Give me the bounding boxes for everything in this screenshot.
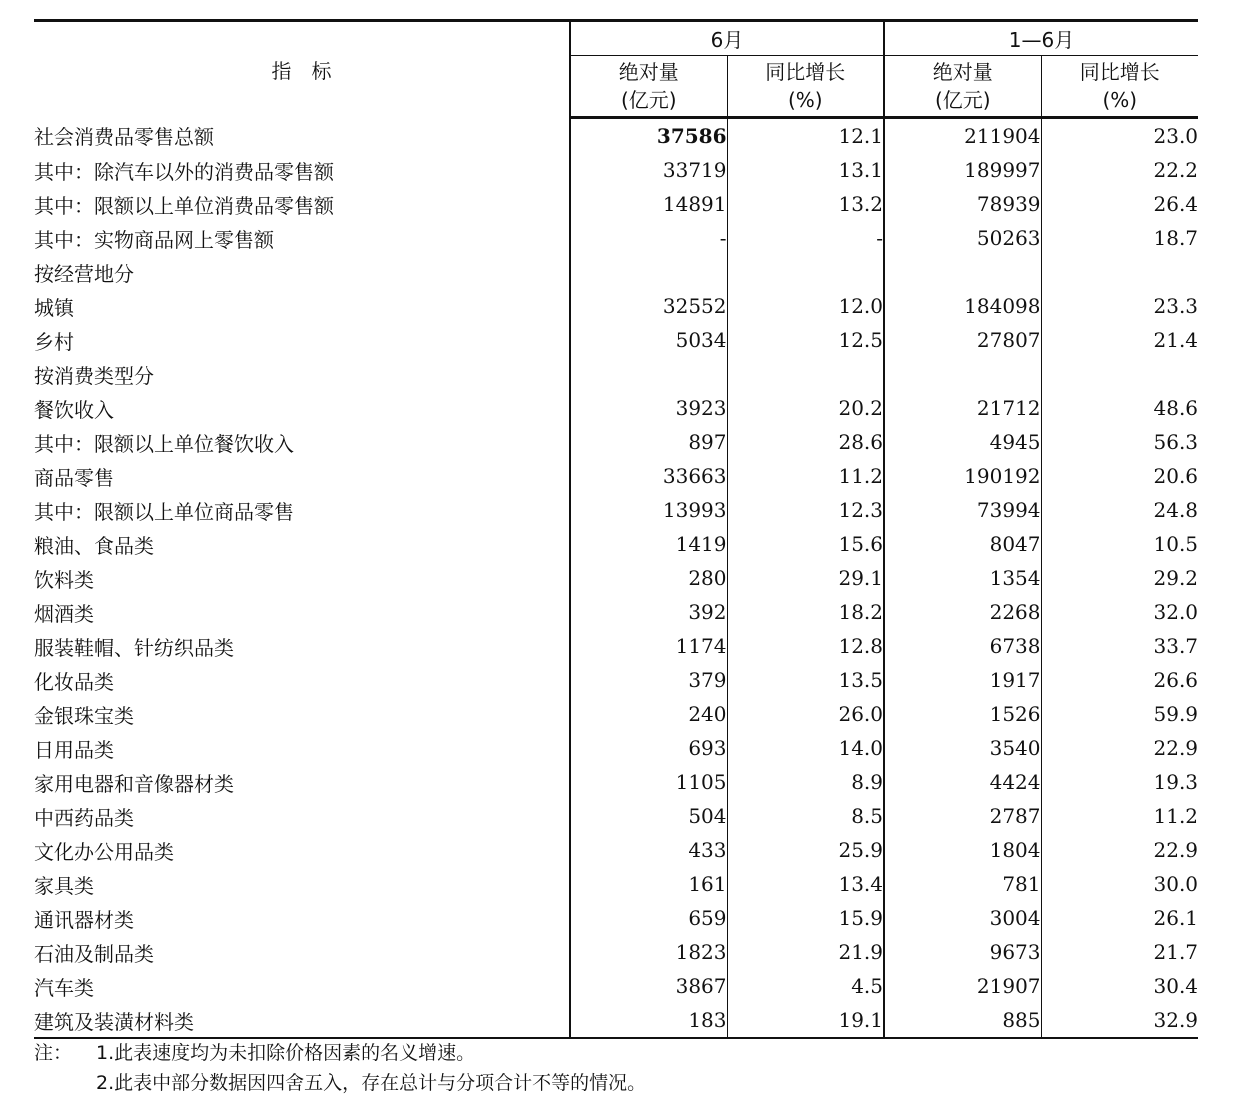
june-yoy-cell: 15.9 <box>727 901 884 935</box>
table-body <box>34 118 1198 1039</box>
june-absolute-cell: 693 <box>570 731 727 765</box>
ytd-yoy-cell: 30.0 <box>1041 867 1198 901</box>
table-row <box>34 833 1198 867</box>
row-indicator-label: 城镇 <box>34 295 74 320</box>
ytd-yoy-cell: 29.2 <box>1041 561 1198 595</box>
june-absolute-cell: 183 <box>570 1003 727 1038</box>
june-yoy-cell: 14.0 <box>727 731 884 765</box>
june-absolute-cell <box>570 255 727 289</box>
table-row <box>34 799 1198 833</box>
table-row <box>34 493 1198 527</box>
june-absolute-cell: 379 <box>570 663 727 697</box>
table-row <box>34 459 1198 493</box>
ytd-yoy-cell <box>1041 255 1198 289</box>
row-indicator-label: 石油及制品类 <box>34 941 154 966</box>
june-yoy-cell: 12.0 <box>727 289 884 323</box>
june-absolute-cell: 32552 <box>570 289 727 323</box>
table-row <box>34 118 1198 154</box>
row-indicator-label: 文化办公用品类 <box>34 839 174 864</box>
ytd-absolute-cell: 1804 <box>884 833 1041 867</box>
june-absolute-cell: 33663 <box>570 459 727 493</box>
row-indicator-label: 家用电器和音像器材类 <box>34 771 234 796</box>
row-indicator-label: 乡村 <box>34 329 74 354</box>
june-yoy-cell: 19.1 <box>727 1003 884 1038</box>
ytd-absolute-cell: 4424 <box>884 765 1041 799</box>
ytd-yoy-cell: 22.2 <box>1041 153 1198 187</box>
table-row <box>34 289 1198 323</box>
june-absolute-cell: 897 <box>570 425 727 459</box>
june-yoy-cell: 29.1 <box>727 561 884 595</box>
june-absolute-cell: 280 <box>570 561 727 595</box>
june-yoy-cell: 12.8 <box>727 629 884 663</box>
ytd-yoy-cell: 24.8 <box>1041 493 1198 527</box>
june-yoy-cell: 26.0 <box>727 697 884 731</box>
row-indicator-label: 饮料类 <box>34 567 94 592</box>
ytd-absolute-cell: 190192 <box>884 459 1041 493</box>
june-absolute-cell: 37586 <box>570 118 727 154</box>
ytd-yoy-cell: 21.7 <box>1041 935 1198 969</box>
note-item-1: 1.此表速度均为未扣除价格因素的名义增速。 <box>96 1042 476 1064</box>
ytd-yoy-cell: 26.6 <box>1041 663 1198 697</box>
table-row <box>34 187 1198 221</box>
table-row <box>34 731 1198 765</box>
june-yoy-header: 同比增长 (%) <box>727 56 884 118</box>
june-yoy-cell: 21.9 <box>727 935 884 969</box>
row-indicator-label: 其中：实物商品网上零售额 <box>34 227 274 252</box>
june-yoy-cell: 28.6 <box>727 425 884 459</box>
june-absolute-cell: 1105 <box>570 765 727 799</box>
ytd-yoy-cell: 10.5 <box>1041 527 1198 561</box>
table-row <box>34 357 1198 391</box>
table-row <box>34 221 1198 255</box>
ytd-absolute-cell <box>884 357 1041 391</box>
ytd-absolute-cell: 21712 <box>884 391 1041 425</box>
row-indicator-label: 中西药品类 <box>34 805 134 830</box>
table-row <box>34 901 1198 935</box>
ytd-yoy-cell: 11.2 <box>1041 799 1198 833</box>
row-indicator-label: 按消费类型分 <box>34 363 154 388</box>
note-item-2: 2.此表中部分数据因四舍五入，存在总计与分项合计不等的情况。 <box>96 1072 647 1094</box>
june-absolute-cell: 504 <box>570 799 727 833</box>
ytd-yoy-cell <box>1041 357 1198 391</box>
row-indicator-label: 服装鞋帽、针纺织品类 <box>34 635 234 660</box>
row-indicator-label: 建筑及装潢材料类 <box>34 1003 570 1038</box>
table-row <box>34 595 1198 629</box>
ytd-yoy-cell: 26.1 <box>1041 901 1198 935</box>
table-row <box>34 323 1198 357</box>
table-row <box>34 629 1198 663</box>
ytd-absolute-cell: 50263 <box>884 221 1041 255</box>
note-label: 注： <box>34 1042 73 1064</box>
row-indicator-label: 金银珠宝类 <box>34 703 134 728</box>
june-absolute-cell: 1823 <box>570 935 727 969</box>
ytd-yoy-cell: 48.6 <box>1041 391 1198 425</box>
ytd-absolute-cell: 1917 <box>884 663 1041 697</box>
ytd-absolute-cell <box>884 255 1041 289</box>
row-indicator-label: 社会消费品零售总额 <box>34 124 214 149</box>
ytd-absolute-cell: 211904 <box>884 118 1041 154</box>
row-indicator-label: 商品零售 <box>34 465 114 490</box>
june-yoy-cell: 13.5 <box>727 663 884 697</box>
row-indicator-label: 汽车类 <box>34 975 94 1000</box>
june-yoy-cell: 25.9 <box>727 833 884 867</box>
june-absolute-cell: 240 <box>570 697 727 731</box>
june-yoy-cell: 13.1 <box>727 153 884 187</box>
june-yoy-cell <box>727 255 884 289</box>
ytd-absolute-cell: 9673 <box>884 935 1041 969</box>
retail-sales-table-sheet <box>34 19 1198 1039</box>
ytd-yoy-cell: 59.9 <box>1041 697 1198 731</box>
row-indicator-label: 其中：限额以上单位消费品零售额 <box>34 193 334 218</box>
table-row <box>34 153 1198 187</box>
ytd-yoy-cell: 19.3 <box>1041 765 1198 799</box>
ytd-yoy-cell: 22.9 <box>1041 731 1198 765</box>
table-row <box>34 765 1198 799</box>
row-indicator-label: 餐饮收入 <box>34 397 114 422</box>
ytd-absolute-cell: 781 <box>884 867 1041 901</box>
ytd-absolute-cell: 184098 <box>884 289 1041 323</box>
ytd-absolute-cell: 885 <box>884 1003 1041 1038</box>
table-row <box>34 697 1198 731</box>
ytd-absolute-cell: 4945 <box>884 425 1041 459</box>
june-absolute-cell <box>570 357 727 391</box>
table-notes <box>34 1038 646 1098</box>
ytd-yoy-header: 同比增长 (%) <box>1041 56 1198 118</box>
june-absolute-cell: 5034 <box>570 323 727 357</box>
june-yoy-cell: 12.3 <box>727 493 884 527</box>
row-indicator-label: 其中：除汽车以外的消费品零售额 <box>34 159 334 184</box>
june-yoy-cell: 15.6 <box>727 527 884 561</box>
indicator-header: 指 标 <box>34 21 570 118</box>
row-indicator-label: 其中：限额以上单位餐饮收入 <box>34 431 294 456</box>
june-yoy-cell: 12.5 <box>727 323 884 357</box>
row-indicator-label: 烟酒类 <box>34 601 94 626</box>
table-row <box>34 561 1198 595</box>
ytd-group-header: 1—6月 <box>884 21 1198 56</box>
june-yoy-cell: - <box>727 221 884 255</box>
table-row <box>34 935 1198 969</box>
table-row <box>34 391 1198 425</box>
ytd-yoy-cell: 18.7 <box>1041 221 1198 255</box>
june-absolute-cell: 13993 <box>570 493 727 527</box>
ytd-yoy-cell: 56.3 <box>1041 425 1198 459</box>
june-yoy-cell: 13.4 <box>727 867 884 901</box>
ytd-absolute-cell: 8047 <box>884 527 1041 561</box>
ytd-yoy-cell: 32.0 <box>1041 595 1198 629</box>
ytd-absolute-cell: 3540 <box>884 731 1041 765</box>
ytd-absolute-cell: 6738 <box>884 629 1041 663</box>
table-row <box>34 663 1198 697</box>
ytd-yoy-cell: 30.4 <box>1041 969 1198 1003</box>
table-row <box>34 425 1198 459</box>
june-yoy-cell: 11.2 <box>727 459 884 493</box>
june-yoy-cell: 13.2 <box>727 187 884 221</box>
table-row <box>34 255 1198 289</box>
june-absolute-cell: 161 <box>570 867 727 901</box>
ytd-absolute-cell: 3004 <box>884 901 1041 935</box>
june-absolute-cell: 392 <box>570 595 727 629</box>
june-absolute-cell: 3867 <box>570 969 727 1003</box>
ytd-yoy-cell: 32.9 <box>1041 1003 1198 1038</box>
ytd-absolute-cell: 73994 <box>884 493 1041 527</box>
ytd-absolute-cell: 1354 <box>884 561 1041 595</box>
june-absolute-header: 绝对量 (亿元) <box>570 56 727 118</box>
table-row <box>34 969 1198 1003</box>
row-indicator-label: 家具类 <box>34 873 94 898</box>
retail-sales-table <box>34 19 1198 1039</box>
row-indicator-label: 日用品类 <box>34 737 114 762</box>
ytd-absolute-cell: 21907 <box>884 969 1041 1003</box>
june-absolute-cell: 1419 <box>570 527 727 561</box>
june-absolute-cell: 33719 <box>570 153 727 187</box>
ytd-absolute-cell: 1526 <box>884 697 1041 731</box>
ytd-absolute-cell: 2268 <box>884 595 1041 629</box>
ytd-yoy-cell: 22.9 <box>1041 833 1198 867</box>
june-group-header: 6月 <box>570 21 884 56</box>
ytd-yoy-cell: 23.0 <box>1041 118 1198 154</box>
row-indicator-label: 其中：限额以上单位商品零售 <box>34 499 294 524</box>
june-yoy-cell: 18.2 <box>727 595 884 629</box>
june-absolute-cell: 659 <box>570 901 727 935</box>
table-row <box>34 1003 1198 1038</box>
ytd-absolute-header: 绝对量 (亿元) <box>884 56 1041 118</box>
row-indicator-label: 通讯器材类 <box>34 907 134 932</box>
ytd-yoy-cell: 20.6 <box>1041 459 1198 493</box>
ytd-yoy-cell: 26.4 <box>1041 187 1198 221</box>
ytd-yoy-cell: 33.7 <box>1041 629 1198 663</box>
table-row <box>34 527 1198 561</box>
june-absolute-cell: 433 <box>570 833 727 867</box>
june-absolute-cell: - <box>570 221 727 255</box>
ytd-absolute-cell: 189997 <box>884 153 1041 187</box>
june-yoy-cell: 20.2 <box>727 391 884 425</box>
june-yoy-cell: 8.5 <box>727 799 884 833</box>
row-indicator-label: 化妆品类 <box>34 669 114 694</box>
june-yoy-cell: 12.1 <box>727 118 884 154</box>
note-row <box>34 1038 646 1068</box>
ytd-yoy-cell: 21.4 <box>1041 323 1198 357</box>
table-row <box>34 867 1198 901</box>
ytd-absolute-cell: 78939 <box>884 187 1041 221</box>
june-yoy-cell: 8.9 <box>727 765 884 799</box>
june-yoy-cell <box>727 357 884 391</box>
ytd-absolute-cell: 27807 <box>884 323 1041 357</box>
note-row <box>34 1068 646 1098</box>
row-indicator-label: 按经营地分 <box>34 261 134 286</box>
june-absolute-cell: 14891 <box>570 187 727 221</box>
june-yoy-cell: 4.5 <box>727 969 884 1003</box>
row-indicator-label: 粮油、食品类 <box>34 533 154 558</box>
june-absolute-cell: 3923 <box>570 391 727 425</box>
ytd-absolute-cell: 2787 <box>884 799 1041 833</box>
ytd-yoy-cell: 23.3 <box>1041 289 1198 323</box>
june-absolute-cell: 1174 <box>570 629 727 663</box>
